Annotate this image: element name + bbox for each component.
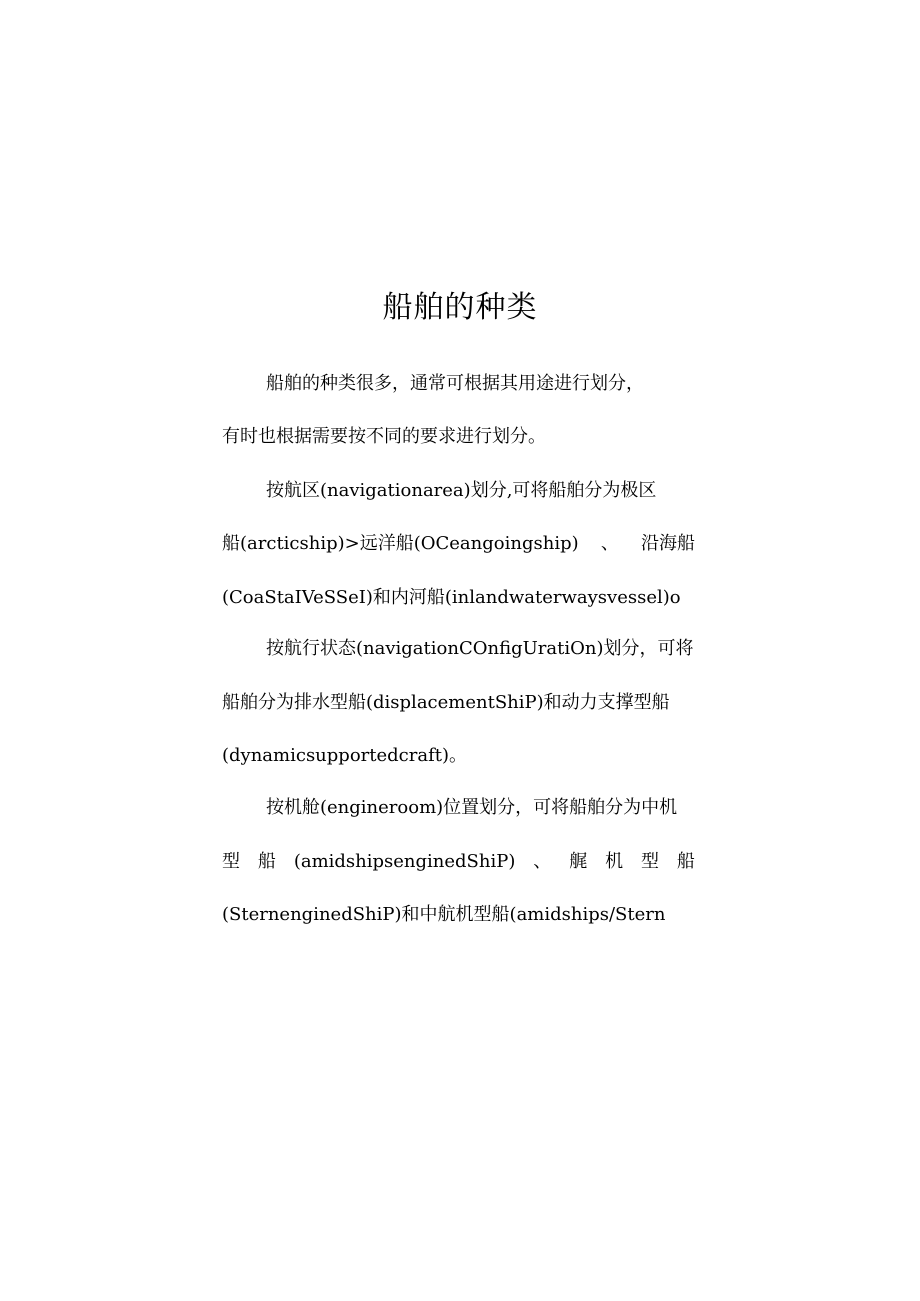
paragraph-2-line-2-part-2: 、 — [600, 533, 619, 554]
paragraph-4-line-2-part-5: 艉 — [569, 851, 588, 872]
paragraph-3-line-3: (dynamicsupportedcraft)。 — [222, 745, 468, 766]
paragraph-1-line-2: 有时也根据需要按不同的要求进行划分。 — [222, 426, 546, 447]
document-title: 船舶的种类 — [382, 290, 538, 325]
paragraph-4-line-2-part-3: (amidshipsenginedShiP) — [293, 851, 516, 872]
paragraph-2-line-2 — [222, 531, 695, 557]
paragraph-4-line-2-part-2: 船 — [257, 851, 276, 872]
paragraph-3-line-2: 船舶分为排水型船(displacementShiP)和动力支撑型船 — [222, 692, 670, 713]
paragraph-1-line-1: 船舶的种类很多，通常可根据其用途进行划分， — [266, 373, 644, 394]
paragraph-4-line-2-part-6: 机 — [605, 851, 624, 872]
paragraph-4-line-2 — [222, 849, 695, 875]
paragraph-4-line-2-part-7: 型 — [641, 851, 659, 872]
paragraph-4-line-1: 按机舱(engineroom)位置划分，可将船舶分为中机 — [266, 797, 678, 818]
paragraph-4-line-2-part-4: 、 — [533, 851, 552, 872]
paragraph-4-line-3: (SternenginedShiP)和中航机型船(amidships/Stern — [222, 904, 666, 925]
paragraph-2-line-3: (CoaStaIVeSSeI)和内河船(inlandwaterwaysvessel)o — [222, 587, 681, 608]
paragraph-2-line-1: 按航区(navigationarea)划分,可将船舶分为极区 — [266, 480, 657, 501]
paragraph-4-line-2-part-8: 船 — [676, 851, 695, 872]
paragraph-2-line-2-part-3: 沿海船 — [641, 533, 695, 554]
paragraph-2-line-2-part-1: 船(arcticship)>远洋船(OCeangoingship) — [222, 533, 579, 554]
paragraph-4-line-2-part-1: 型 — [222, 851, 240, 872]
paragraph-3-line-1: 按航行状态(navigationCOnfigUratiOn)划分，可将 — [266, 638, 694, 659]
